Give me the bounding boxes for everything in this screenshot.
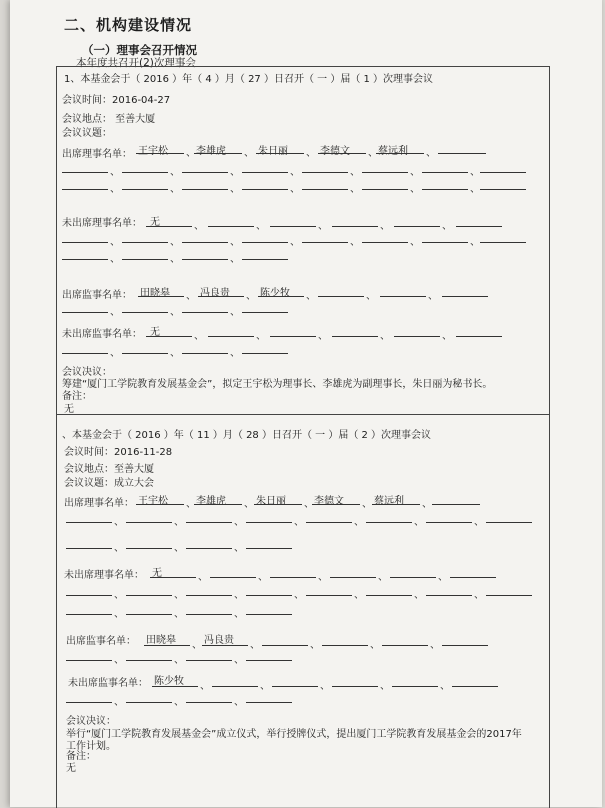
fill-blank-line [62,172,108,173]
fill-blank-line [270,577,316,578]
list-separator: 、 [414,517,424,528]
fill-blank-line [332,336,378,337]
fill-blank-line [62,259,108,260]
list-separator: 、 [470,184,480,195]
list-separator: 、 [428,291,438,302]
fill-blank-line [302,189,348,190]
fill-blank-line [456,336,502,337]
list-separator: 、 [244,499,254,510]
fill-blank-line [426,595,472,596]
list-separator: 、 [438,572,448,583]
fill-blank-line [246,702,292,703]
meeting1-topic: 会议议题： [62,128,112,139]
list-separator: 、 [354,590,364,601]
list-separator: 、 [170,307,180,318]
fill-blank-line [182,189,228,190]
fill-blank-line [452,686,498,687]
fill-blank-line [426,522,472,523]
list-separator: 、 [170,184,180,195]
meeting1-title: 1、本基金会于（ 2016 ）年（ 4 ）月（ 27 ）日召开（ 一 ）届（ 1 ）次理事会议 [64,74,434,85]
fill-blank-line [182,353,228,354]
fill-blank-line [246,660,292,661]
meeting2-title: 、本基金会于（ 2016 ）年（ 11 ）月（ 28 ）日召开（ 一 ）届（ 2 ）次理事会议 [62,430,432,441]
list-separator: 、 [304,499,314,510]
meeting1-sup-present-2: 冯良贵 [200,288,230,299]
section-heading: 二、机构建设情况 [64,16,193,34]
meeting2-sup-absent-1: 陈少牧 [154,676,184,687]
fill-blank-line [380,296,426,297]
list-separator: 、 [234,590,244,601]
meeting2-present-4: 李德文 [314,496,344,507]
fill-blank-line [150,577,196,578]
fill-blank-line [66,614,112,615]
fill-blank-line [182,312,228,313]
meeting2-present-3: 朱日丽 [256,496,286,507]
fill-blank-line [270,226,316,227]
list-separator: 、 [426,148,436,159]
list-separator: 、 [410,237,420,248]
list-separator: 、 [186,148,196,159]
fill-blank-line [372,504,420,505]
fill-blank-line [246,595,292,596]
fill-blank-line [480,189,526,190]
list-separator: 、 [442,221,452,232]
list-separator: 、 [370,640,380,651]
fill-blank-line [136,504,184,505]
meeting1-sup-present-1: 田晓皋 [140,288,170,299]
fill-blank-line [194,153,242,154]
list-separator: 、 [114,655,124,666]
list-separator: 、 [170,348,180,359]
list-separator: 、 [186,499,196,510]
list-separator: 、 [114,543,124,554]
meeting1-time: 会议时间：2016-04-27 [62,95,171,106]
list-separator: 、 [414,590,424,601]
fill-blank-line [242,353,288,354]
fill-blank-line [122,242,168,243]
fill-blank-line [126,548,172,549]
fill-blank-line [66,548,112,549]
fill-blank-line [202,645,248,646]
fill-blank-line [182,259,228,260]
fill-blank-line [242,172,288,173]
list-separator: 、 [114,517,124,528]
fill-blank-line [66,660,112,661]
fill-blank-line [246,614,292,615]
list-separator: 、 [230,237,240,248]
fill-blank-line [270,336,316,337]
fill-blank-line [186,522,232,523]
fill-blank-line [62,353,108,354]
fill-blank-line [422,242,468,243]
meeting2-decision-line2: 工作计划。 [66,741,116,752]
list-separator: 、 [380,331,390,342]
fill-blank-line [186,614,232,615]
list-separator: 、 [320,681,330,692]
list-separator: 、 [192,640,202,651]
list-separator: 、 [200,681,210,692]
fill-blank-line [376,153,424,154]
meeting2-sup-present-label: 出席监事名单： [66,636,136,647]
list-separator: 、 [114,590,124,601]
fill-blank-line [210,577,256,578]
fill-blank-line [256,153,304,154]
fill-blank-line [382,645,428,646]
list-separator: 、 [410,184,420,195]
fill-blank-line [208,336,254,337]
fill-blank-line [122,259,168,260]
fill-blank-line [442,645,488,646]
fill-blank-line [318,153,366,154]
fill-blank-line [152,686,198,687]
meeting2-place: 会议地点：至善大厦 [64,464,154,475]
fill-blank-line [146,226,192,227]
meeting1-sup-absent-label: 未出席监事名单： [62,329,142,340]
fill-blank-line [126,595,172,596]
fill-blank-line [438,153,486,154]
meeting2-topic: 会议议题：成立大会 [64,478,154,489]
list-separator: 、 [318,331,328,342]
list-separator: 、 [114,697,124,708]
fill-blank-line [392,686,438,687]
list-separator: 、 [230,167,240,178]
fill-blank-line [246,548,292,549]
list-separator: 、 [294,517,304,528]
meeting1-absent-label: 未出席理事名单： [62,218,142,229]
list-separator: 、 [350,167,360,178]
fill-blank-line [262,645,308,646]
meeting1-absent-1: 无 [150,217,160,228]
list-separator: 、 [350,184,360,195]
fill-blank-line [312,504,360,505]
fill-blank-line [198,296,244,297]
list-separator: 、 [244,148,254,159]
list-separator: 、 [318,572,328,583]
fill-blank-line [62,189,108,190]
list-separator: 、 [198,572,208,583]
fill-blank-line [242,259,288,260]
fill-blank-line [486,522,532,523]
fill-blank-line [306,595,352,596]
list-separator: 、 [110,167,120,178]
fill-blank-line [394,336,440,337]
fill-blank-line [258,296,304,297]
fill-blank-line [122,172,168,173]
meeting1-present-5: 蔡远利 [378,146,408,157]
list-separator: 、 [114,609,124,620]
meeting2-sup-absent-label: 未出席监事名单： [68,678,148,689]
fill-blank-line [186,702,232,703]
fill-blank-line [362,242,408,243]
fill-blank-line [442,296,488,297]
fill-blank-line [122,189,168,190]
list-separator: 、 [306,291,316,302]
list-separator: 、 [230,254,240,265]
fill-blank-line [126,660,172,661]
list-separator: 、 [110,184,120,195]
list-separator: 、 [110,307,120,318]
meeting-count: 本年度共召开(2)次理事会 [76,57,196,69]
fill-blank-line [66,702,112,703]
fill-blank-line [242,312,288,313]
fill-blank-line [62,312,108,313]
list-separator: 、 [470,167,480,178]
list-separator: 、 [256,331,266,342]
fill-blank-line [332,226,378,227]
fill-blank-line [422,172,468,173]
meeting1-sup-present-3: 陈少牧 [260,288,290,299]
list-separator: 、 [380,221,390,232]
fill-blank-line [246,522,292,523]
list-separator: 、 [174,590,184,601]
meeting1-present-2: 李雄虎 [196,146,226,157]
fill-blank-line [332,686,378,687]
fill-blank-line [186,548,232,549]
list-separator: 、 [246,291,256,302]
fill-blank-line [146,336,192,337]
list-separator: 、 [350,237,360,248]
list-separator: 、 [310,640,320,651]
list-separator: 、 [170,167,180,178]
list-separator: 、 [474,517,484,528]
fill-blank-line [330,577,376,578]
list-separator: 、 [174,609,184,620]
meeting1-place: 会议地点： 至善大厦 [62,114,156,125]
meeting2-absent-label: 未出席理事名单： [64,570,144,581]
fill-blank-line [66,595,112,596]
fill-blank-line [322,645,368,646]
meeting2-present-label: 出席理事名单： [64,498,134,509]
list-separator: 、 [234,517,244,528]
fill-blank-line [186,660,232,661]
meeting2-decision-label: 会议决议： [66,716,116,727]
meeting1-present-4: 李德文 [320,146,350,157]
meeting1-present-label: 出席理事名单： [62,149,132,160]
list-separator: 、 [440,681,450,692]
list-separator: 、 [306,148,316,159]
meeting1-present-1: 王宇松 [138,146,168,157]
fill-blank-line [366,595,412,596]
fill-blank-line [194,504,242,505]
fill-blank-line [394,226,440,227]
meeting2-present-2: 李雄虎 [196,496,226,507]
list-separator: 、 [380,681,390,692]
fill-blank-line [480,172,526,173]
list-separator: 、 [174,697,184,708]
list-separator: 、 [234,543,244,554]
fill-blank-line [302,172,348,173]
list-separator: 、 [258,572,268,583]
list-separator: 、 [110,254,120,265]
list-separator: 、 [470,237,480,248]
fill-blank-line [272,686,318,687]
list-separator: 、 [368,148,378,159]
meeting2-present-5: 蔡远利 [374,496,404,507]
list-separator: 、 [174,517,184,528]
fill-blank-line [302,242,348,243]
meeting2-decision-line1: 举行“厦门工学院教育发展基金会”成立仪式，举行授牌仪式，提出厦门工学院教育发展基金会的2017年 [66,729,522,740]
fill-blank-line [126,702,172,703]
meeting1-note: 无 [64,404,74,415]
list-separator: 、 [290,237,300,248]
list-separator: 、 [230,307,240,318]
meeting2-note-label: 备注： [66,751,96,762]
fill-blank-line [182,172,228,173]
meeting2-time: 会议时间：2016-11-28 [64,447,173,458]
list-separator: 、 [290,167,300,178]
list-separator: 、 [234,609,244,620]
list-separator: 、 [174,655,184,666]
fill-blank-line [138,296,184,297]
list-separator: 、 [234,655,244,666]
list-separator: 、 [318,221,328,232]
fill-blank-line [242,189,288,190]
fill-blank-line [432,504,480,505]
table-divider [56,414,549,415]
fill-blank-line [366,522,412,523]
meeting1-decision: 筹建“厦门工学院教育发展基金会”，拟定王宇松为理事长、李雄虎为副理事长，朱日丽为秘书长。 [62,379,493,390]
fill-blank-line [242,242,288,243]
list-separator: 、 [174,543,184,554]
fill-blank-line [208,226,254,227]
fill-blank-line [318,296,364,297]
list-separator: 、 [260,681,270,692]
fill-blank-line [186,595,232,596]
list-separator: 、 [366,291,376,302]
fill-blank-line [62,242,108,243]
list-separator: 、 [378,572,388,583]
fill-blank-line [254,504,302,505]
list-separator: 、 [294,590,304,601]
fill-blank-line [306,522,352,523]
list-separator: 、 [290,184,300,195]
list-separator: 、 [230,184,240,195]
fill-blank-line [126,614,172,615]
list-separator: 、 [110,348,120,359]
list-separator: 、 [230,348,240,359]
meeting2-sup-present-2: 冯良贵 [204,635,234,646]
fill-blank-line [480,242,526,243]
meeting1-note-label: 备注： [62,391,92,402]
list-separator: 、 [354,517,364,528]
list-separator: 、 [362,499,372,510]
list-separator: 、 [170,254,180,265]
meeting2-present-1: 王宇松 [138,496,168,507]
list-separator: 、 [194,331,204,342]
fill-blank-line [456,226,502,227]
fill-blank-line [390,577,436,578]
meeting2-absent-1: 无 [152,568,162,579]
fill-blank-line [422,189,468,190]
list-separator: 、 [250,640,260,651]
list-separator: 、 [422,499,432,510]
subsection-heading: （一）理事会召开情况 [82,43,197,57]
list-separator: 、 [430,640,440,651]
fill-blank-line [136,153,184,154]
fill-blank-line [362,172,408,173]
meeting2-sup-present-1: 田晓皋 [146,635,176,646]
list-separator: 、 [234,697,244,708]
meeting1-decision-label: 会议决议： [62,367,112,378]
list-separator: 、 [474,590,484,601]
fill-blank-line [450,577,496,578]
fill-blank-line [144,645,190,646]
list-separator: 、 [186,291,196,302]
list-separator: 、 [110,237,120,248]
list-separator: 、 [170,237,180,248]
list-separator: 、 [256,221,266,232]
fill-blank-line [486,595,532,596]
meeting1-sup-absent-1: 无 [150,327,160,338]
fill-blank-line [212,686,258,687]
list-separator: 、 [442,331,452,342]
fill-blank-line [362,189,408,190]
fill-blank-line [122,312,168,313]
fill-blank-line [122,353,168,354]
meeting2-note: 无 [66,763,76,774]
fill-blank-line [66,522,112,523]
fill-blank-line [182,242,228,243]
meeting1-sup-present-label: 出席监事名单： [62,290,132,301]
fill-blank-line [126,522,172,523]
list-separator: 、 [410,167,420,178]
meeting1-present-3: 朱日丽 [258,146,288,157]
list-separator: 、 [194,221,204,232]
